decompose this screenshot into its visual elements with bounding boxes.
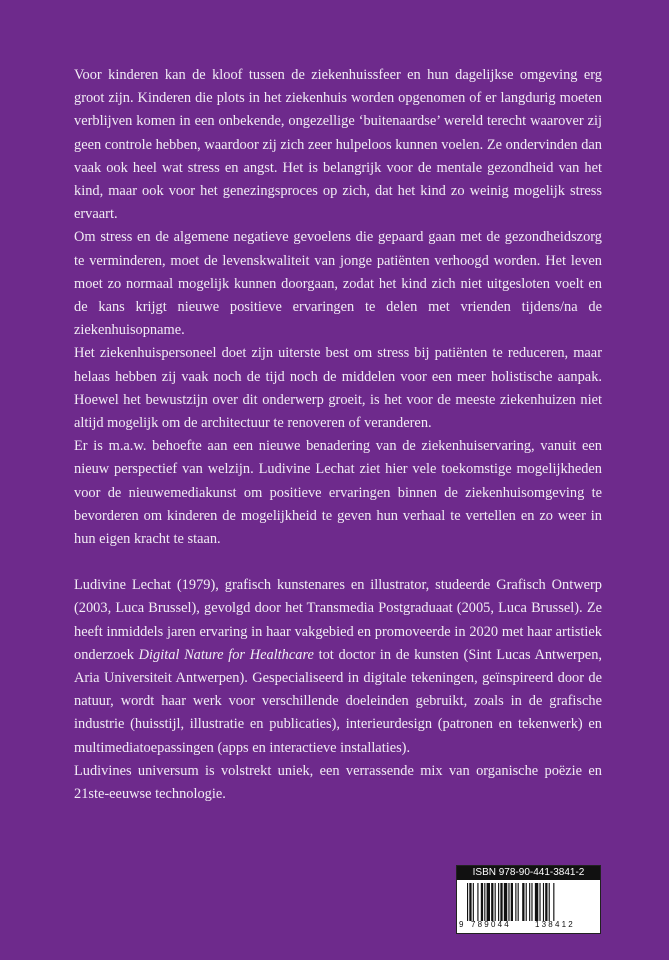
back-cover-text: [74, 64, 602, 806]
paragraph-3: Het ziekenhuispersoneel doet zijn uiterste best om stress bij patiënten te reduceren, maar helaas hebben zij vaak noch de tijd noch de middelen voor een meer holistische aanpak. Hoewel het bewustzijn over dit onderwerp groeit, is het voor de meeste ziekenhuizen niet altijd mogelijk om de architectuur te renoveren of veranderen.: [74, 345, 602, 432]
paragraph-2: Om stress en de algemene negatieve gevoelens die gepaard gaan met de gezondheidszorg te verminderen, moet de levenskwaliteit van jonge patiënten verhoogd worden. Het leven moet zo normaal mogelijk kunnen doorgaan, zodat het kind zich niet uitgesloten voelt en de kans krijgt nieuwe positieve ervaringen te delen met vrienden tijdens/na de ziekenhuisopname.: [74, 229, 602, 339]
bio-closing: Ludivines universum is volstrekt uniek, een verrassende mix van organische poëzie en 21ste-eeuwse technologie.: [74, 762, 602, 803]
paragraph-4: Er is m.a.w. behoefte aan een nieuwe benadering van de ziekenhuiservaring, vanuit een nieuw perspectief van welzijn. Ludivine Lechat ziet hier vele toekomstige mogelijkheden voor de nieuwemediakunst om positieve ervaringen binnen de ziekenhuisomgeving te bevorderen om kinderen de mogelijkheid te geven hun verhaal te vertellen en zo weer in hun eigen kracht te staan.: [74, 438, 602, 548]
dissertation-title: Digital Nature for Healthcare: [138, 646, 314, 663]
isbn-label: ISBN 978-90-441-3841-2: [457, 866, 600, 880]
bio-text-2: tot doctor in de kunsten (Sint Lucas Antwerpen, Aria Universiteit Antwerpen). Gespecialiseerd in digitale tekeningen, geïnspireerd door de natuur, wordt haar werk voor verschillende doeleinden gebruikt, zoals in de grafische industrie (huisstijl, illustratie en publicaties), interieurdesign (patronen en tekenwerk) en multimediatoepassingen (apps en interactieve installaties).: [74, 646, 602, 756]
barcode-bars: [465, 883, 593, 921]
paragraph-gap: [74, 551, 602, 574]
bio-text-1: Ludivine Lechat (1979), grafisch kunstenares en illustrator, studeerde Grafisch Ontwerp (2003, Luca Brussel), gevolgd door het Transmedia Postgraduaat (2005, Luca Brussel). Ze heeft inmiddels jaren ervaring in haar vakgebied en promoveerde in 2020 met haar artistiek onderzoek: [74, 577, 602, 663]
isbn-barcode: [456, 865, 601, 934]
barcode-digit-first: 9: [459, 920, 464, 929]
paragraph-1: Voor kinderen kan de kloof tussen de ziekenhuissfeer en hun dagelijkse omgeving erg groot zijn. Kinderen die plots in het ziekenhuis worden opgenomen of er langdurig moeten verblijven komen in een onbekende, ongezellige ‘buitenaardse’ wereld terecht waarover zij geen controle hebben, waardoor zij zich zeer hulpeloos kunnen voelen. Ze ondervinden dan vaak ook heel wat stress en angst. Het is belangrijk voor de mentale gezondheid van het kind, maar ook voor het genezingsproces op zich, dat het kind zo weinig mogelijk stress ervaart.: [74, 67, 602, 223]
barcode-digits-right: 138412: [535, 920, 575, 929]
barcode-digits-left: 789044: [471, 920, 511, 929]
author-bio: [74, 574, 602, 760]
